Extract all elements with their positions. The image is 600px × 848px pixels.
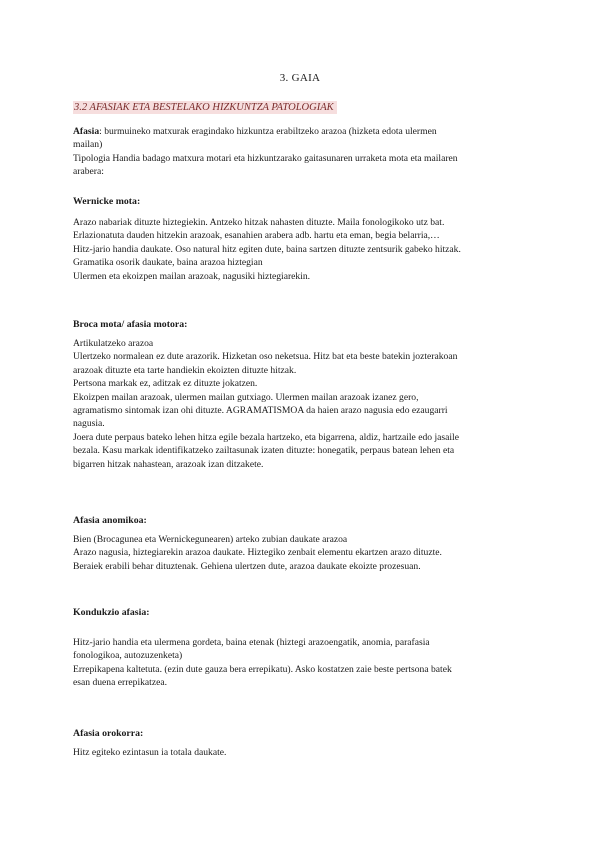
broca-line: arazoak dituzte eta tarte handiekin ekoizten dituzte hitzak. xyxy=(73,364,297,376)
broca-line: Pertsona markak ez, aditzak ez dituzte jokatzen. xyxy=(73,378,258,390)
global-heading: Afasia orokorra: xyxy=(73,728,144,739)
conduction-body xyxy=(73,636,533,690)
wernicke-line: Erlazionatuta dauden hitzekin arazoak, esanahien arabera adb. hartu eta eman, begia belarria,… xyxy=(73,230,440,242)
broca-section xyxy=(73,318,533,331)
page-title: 3. GAIA xyxy=(279,72,321,84)
broca-line: nagusia. xyxy=(73,418,105,430)
global-section xyxy=(73,727,533,740)
anomic-section xyxy=(73,514,533,527)
conduction-heading: Kondukzio afasia: xyxy=(73,607,150,618)
conduction-line: Errepikapena kaltetuta. (ezin dute gauza bera errepikatu). Asko kostatzen zaie beste pertsona batek xyxy=(73,663,452,675)
broca-line: Ulertzeko normalean ez dute arazorik. Hizketan oso neketsua. Hitz bat eta beste batekin jozterakoan xyxy=(73,351,458,363)
broca-line: Joera dute perpaus bateko lehen hitza egile bezala hartzeko, eta bigarrena, aldiz, hartzaile edo jasaile xyxy=(73,431,459,443)
wernicke-heading: Wernicke mota: xyxy=(73,196,141,207)
broca-line: agramatismo sintomak izan ohi dituzte. AGRAMATISMOA da haien arazo nagusia edo ezaugarri xyxy=(73,405,448,417)
wernicke-line: Arazo nabariak dituzte hiztegiekin. Antzeko hitzak nahasten dituzte. Maila fonologikoko utz bat. xyxy=(73,217,445,228)
anomic-body xyxy=(73,533,533,573)
conduction-line: fonologikoa, autozuzenketa) xyxy=(73,650,183,662)
wernicke-line: Gramatika osorik daukate, baina arazoa hiztegian xyxy=(73,257,263,269)
broca-line: bezala. Kasu markak identifikatzeko zailtasunak izaten dituzte: honegatik, perpaus batean lehen eta xyxy=(73,445,455,457)
broca-heading: Broca mota/ afasia motora: xyxy=(73,319,188,330)
wernicke-line: Hitz-jario handia daukate. Oso natural hitz egiten dute, baina sartzen dituzte zentsurik gabeko hitzak. xyxy=(73,243,461,255)
anomic-line: Arazo nagusia, hiztegiarekin arazoa daukate. Hiztegiko zenbait elementu ekartzen arazo dituzte. xyxy=(73,547,442,559)
broca-line: Ekoizpen mailan arazoak, ulermen mailan gutxiago. Ulermen mailan arazoak izanez gero, xyxy=(73,391,419,403)
definition-line-2: mailan) xyxy=(73,139,103,151)
definition-line-1: : burmuineko matxurak eragindako hizkuntza erabiltzeko arazoa (hizketa edota ulermen xyxy=(99,126,437,137)
global-body xyxy=(73,746,533,759)
conduction-line: Hitz-jario handia eta ulermena gordeta, baina etenak (hiztegi arazoengatik, anomia, parafasia xyxy=(73,637,430,648)
wernicke-body xyxy=(73,216,533,283)
anomic-line: Bien (Brocagunea eta Wernickegunearen) arteko zubian daukate arazoa xyxy=(73,534,348,545)
conduction-line: esan duena errepikatzea. xyxy=(73,677,168,689)
broca-body xyxy=(73,337,533,471)
afasia-term: Afasia xyxy=(73,126,100,137)
wernicke-line: Ulermen eta ekoizpen mailan arazoak, nagusiki hiztegiarekin. xyxy=(73,270,311,282)
broca-line: Artikulatzeko arazoa xyxy=(73,338,154,349)
anomic-heading: Afasia anomikoa: xyxy=(73,515,147,526)
intro-block xyxy=(73,125,533,179)
broca-line: bigarren hitzak nahastean, arazoak izan ditzakete. xyxy=(73,458,264,470)
intro-definition xyxy=(73,125,533,138)
global-line: Hitz egiteko ezintasun ia totala daukate. xyxy=(73,747,227,758)
section-heading: 3.2 AFASIAK ETA BESTELAKO HIZKUNTZA PATOLOGIAK xyxy=(73,101,337,114)
typology-line-2: arabera: xyxy=(73,166,104,178)
typology-line-1: Tipologia Handia badago matxura motari eta hizkuntzarako gaitasunaren urraketa mota eta mailaren xyxy=(73,152,458,164)
wernicke-section xyxy=(73,195,533,208)
anomic-line: Beraiek erabili behar dituztenak. Gehiena ulertzen dute, arazoa daukate ekoizte prozesuan. xyxy=(73,560,421,572)
conduction-section xyxy=(73,606,533,619)
